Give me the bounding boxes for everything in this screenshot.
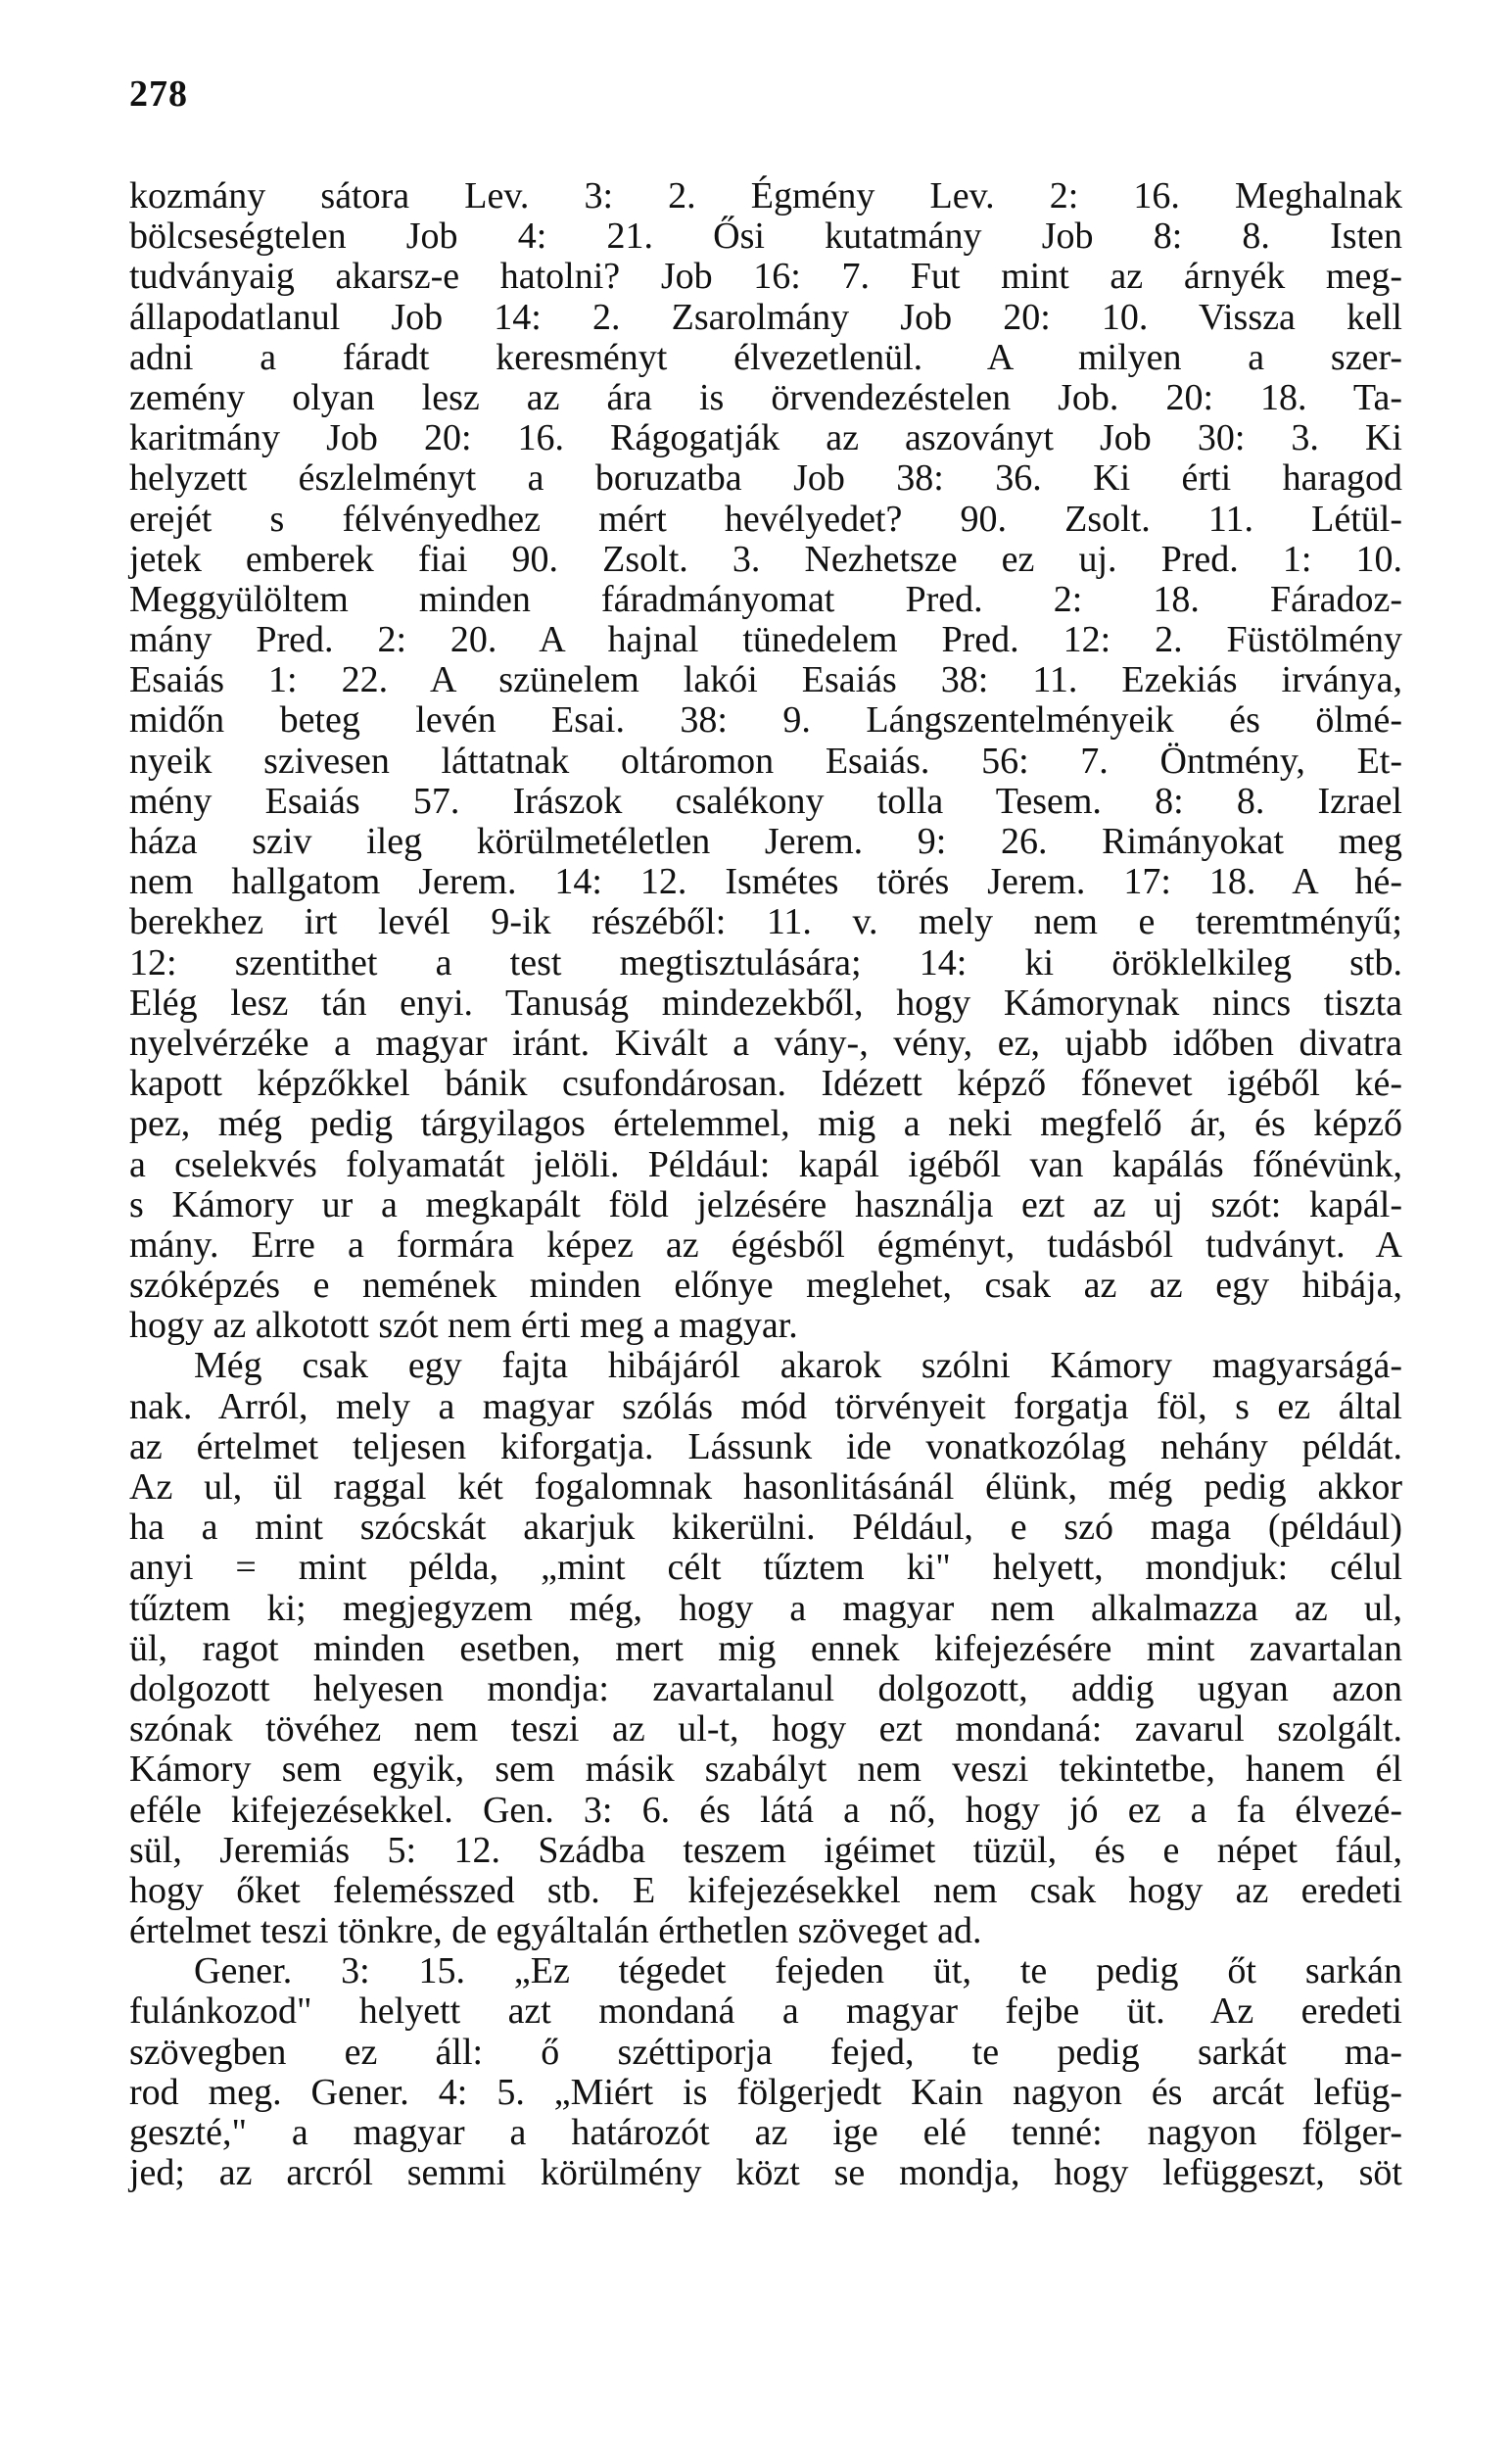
text-line: Meggyülöltem minden fáradmányomat Pred. 2: 18. Fáradoz- xyxy=(129,578,1402,620)
text-line: pez, még pedig tárgyilagos értelemmel, mig a neki megfelő ár, és képző xyxy=(129,1103,1402,1145)
text-line: mény Esaiás 57. Irászok csalékony tolla Tesem. 8: 8. Izrael xyxy=(129,780,1402,822)
text-line: mány. Erre a formára képez az égésből égményt, tudásból tudványt. A xyxy=(129,1223,1402,1266)
text-line: tudványaig akarsz-e hatolni? Job 16: 7. Fut mint az árnyék meg- xyxy=(129,256,1402,298)
text-line: jetek emberek fiai 90. Zsolt. 3. Nezhetsze ez uj. Pred. 1: 10. xyxy=(129,538,1402,580)
page-number: 278 xyxy=(129,73,188,115)
text-line: Még csak egy fajta hibájáról akarok szólni Kámory magyarságá- xyxy=(194,1345,1402,1387)
text-line: fulánkozod" helyett azt mondaná a magyar fejbe üt. Az eredeti xyxy=(129,1990,1402,2033)
text-line: kapott képzőkkel bánik csufondárosan. Idézett képző főnevet igéből ké- xyxy=(129,1063,1402,1105)
text-line: nak. Arról, mely a magyar szólás mód törvényeit forgatja föl, s ez által xyxy=(129,1385,1402,1427)
text-line: karitmány Job 20: 16. Rágogatják az aszoványt Job 30: 3. Ki xyxy=(129,417,1402,459)
text-line: nyeik szivesen láttatnak oltáromon Esaiás. 56: 7. Öntmény, Et- xyxy=(129,740,1402,782)
text-line: hogy őket felemésszed stb. E kifejezésekkel nem csak hogy az eredeti xyxy=(129,1869,1402,1911)
text-line: a cselekvés folyamatát jelöli. Például: kapál igéből van kapálás főnévünk, xyxy=(129,1143,1402,1185)
text-line: adni a fáradt keresményt élvezetlenül. A milyen a szer- xyxy=(129,336,1402,378)
text-line: értelmet teszi tönkre, de egyáltalán érthetlen szöveget ad. xyxy=(129,1910,982,1952)
text-line: geszté," a magyar a határozót az ige elé tenné: nagyon fölger- xyxy=(129,2112,1402,2153)
text-line: zemény olyan lesz az ára is örvendezéstelen Job. 20: 18. Ta- xyxy=(129,376,1402,418)
text-line: helyzett észlelményt a boruzatba Job 38: 36. Ki érti haragod xyxy=(129,457,1402,500)
text-line: nyelvérzéke a magyar iránt. Kivált a vány-, vény, ez, ujabb időben divatra xyxy=(129,1022,1402,1064)
text-line: Gener. 3: 15. „Ez tégedet fejeden üt, te pedig őt sarkán xyxy=(194,1950,1402,1992)
text-line: 12: szentithet a test megtisztulására; 14: ki öröklelkileg stb. xyxy=(129,941,1402,983)
text-line: kozmány sátora Lev. 3: 2. Égmény Lev. 2: 16. Meghalnak xyxy=(129,175,1402,216)
body-text xyxy=(129,176,1402,2193)
text-line: eféle kifejezésekkel. Gen. 3: 6. és látá a nő, hogy jó ez a fa élvezé- xyxy=(129,1789,1402,1831)
text-line: háza sziv ileg körülmetéletlen Jerem. 9: 26. Rimányokat meg xyxy=(129,821,1402,862)
text-line: sül, Jeremiás 5: 12. Szádba teszem igéimet tüzül, és e népet fául, xyxy=(129,1829,1402,1871)
text-line: berekhez irt levél 9-ik részéből: 11. v. mely nem e teremtményű; xyxy=(129,901,1402,943)
text-line: szövegben ez áll: ő széttiporja fejed, te pedig sarkát ma- xyxy=(129,2031,1402,2073)
text-line: bölcseségtelen Job 4: 21. Ősi kutatmány Job 8: 8. Isten xyxy=(129,216,1402,258)
text-line: midőn beteg levén Esai. 38: 9. Lángszentelményeik és ölmé- xyxy=(129,699,1402,742)
text-line: az értelmet teljesen kiforgatja. Lássunk ide vonatkozólag nehány példát. xyxy=(129,1425,1402,1467)
text-line: hogy az alkotott szót nem érti meg a magyar. xyxy=(129,1305,798,1347)
text-line: ha a mint szócskát akarjuk kikerülni. Például, e szó maga (például) xyxy=(129,1507,1402,1549)
text-line: erejét s félvényedhez mért hevélyedet? 90. Zsolt. 11. Létül- xyxy=(129,498,1402,540)
text-line: mány Pred. 2: 20. A hajnal tünedelem Pred. 12: 2. Füstölmény xyxy=(129,619,1402,661)
text-line: anyi = mint példa, „mint célt tűztem ki" helyett, mondjuk: célul xyxy=(129,1547,1402,1589)
text-line: Esaiás 1: 22. A szünelem lakói Esaiás 38: 11. Ezekiás irványa, xyxy=(129,659,1402,701)
text-line: ül, ragot minden esetben, mert mig ennek kifejezésére mint zavartalan xyxy=(129,1627,1402,1669)
text-line: tűztem ki; megjegyzem még, hogy a magyar nem alkalmazza az ul, xyxy=(129,1587,1402,1629)
text-line: szóképzés e nemének minden előnye meglehet, csak az az egy hibája, xyxy=(129,1265,1402,1307)
text-line: dolgozott helyesen mondja: zavartalanul dolgozott, addig ugyan azon xyxy=(129,1667,1402,1709)
text-line: rod meg. Gener. 4: 5. „Miért is fölgerjedt Kain nagyon és arcát lefüg- xyxy=(129,2071,1402,2113)
text-line: Elég lesz tán enyi. Tanuság mindezekből, hogy Kámorynak nincs tiszta xyxy=(129,982,1402,1024)
text-line: Az ul, ül raggal két fogalomnak hasonlitásánál élünk, még pedig akkor xyxy=(129,1466,1402,1508)
text-line: nem hallgatom Jerem. 14: 12. Ismétes törés Jerem. 17: 18. A hé- xyxy=(129,861,1402,903)
text-line: Kámory sem egyik, sem másik szabályt nem veszi tekintetbe, hanem él xyxy=(129,1749,1402,1791)
text-line: állapodatlanul Job 14: 2. Zsarolmány Job 20: 10. Vissza kell xyxy=(129,296,1402,338)
text-line: szónak tövéhez nem teszi az ul-t, hogy ezt mondaná: zavarul szolgált. xyxy=(129,1708,1402,1751)
text-line: jed; az arcról semmi körülmény közt se mondja, hogy lefüggeszt, söt xyxy=(129,2152,1402,2194)
text-line: s Kámory ur a megkapált föld jelzésére használja ezt az uj szót: kapál- xyxy=(129,1183,1402,1225)
